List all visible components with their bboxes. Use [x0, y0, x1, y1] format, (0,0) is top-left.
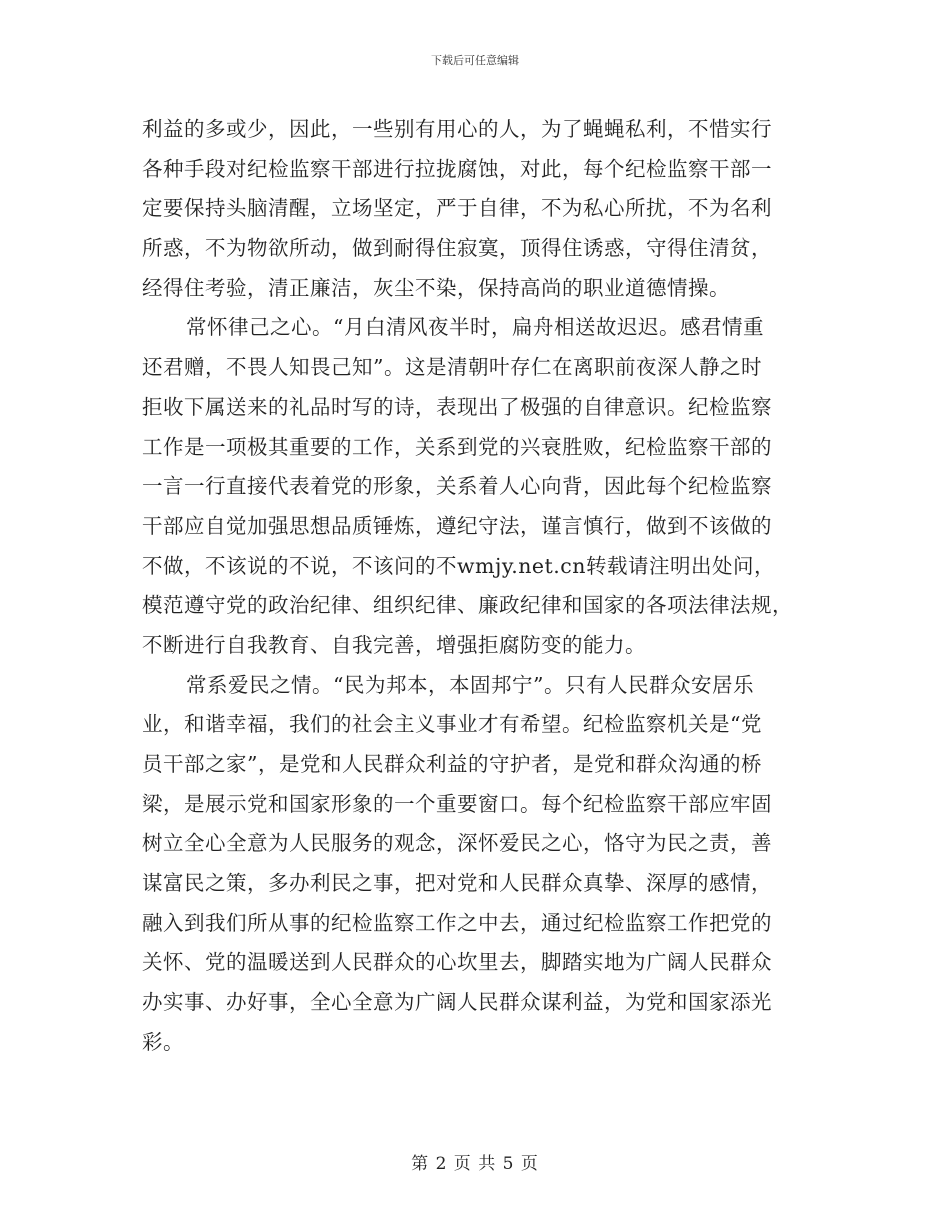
paragraph-start-people: 常系爱民之情。“民为邦本，本固邦宁”。只有人民群众安居乐 [186, 672, 754, 697]
body-text [142, 110, 812, 1063]
text-line-22: 关怀、党的温暖送到人民群众的心坎里去，脚踏实地为广阔人民群众 [142, 950, 772, 975]
text-line-5: 经得住考验，清正廉洁，灰尘不染，保持高尚的职业道德情操。 [142, 275, 730, 300]
text-line-7: 还君赠，不畏人知畏己知”。这是清朝叶存仁在离职前夜深人静之时 [142, 355, 762, 380]
text-line-20: 谋富民之策，多办利民之事，把对党和人民群众真挚、深厚的感情， [142, 871, 772, 896]
text-line-14: 不断进行自我教育、自我完善，增强拒腐防变的能力。 [142, 632, 646, 657]
text-line-8: 拒收下属送来的礼品时写的诗，表现出了极强的自律意识。纪检监察 [142, 394, 772, 419]
text-line-18: 梁，是展示党和国家形象的一个重要窗口。每个纪检监察干部应牢固 [142, 791, 772, 816]
text-line-4: 所惑，不为物欲所动，做到耐得住寂寞，顶得住诱惑，守得住清贫， [142, 236, 772, 261]
text-line-12: 不做，不该说的不说，不该问的不wmjy.net.cn转载请注明出处问， [142, 553, 775, 578]
text-line-1: 利益的多或少，因此，一些别有用心的人，为了蝇蝇私利，不惜实行 [142, 117, 772, 141]
text-line-17: 员干部之家”，是党和人民群众利益的守护者，是党和群众沟通的桥 [142, 752, 762, 776]
header-note: 下载后可任意编辑 [431, 54, 519, 67]
text-line-21: 融入到我们所从事的纪检监察工作之中去，通过纪检监察工作把党的 [142, 910, 772, 935]
text-line-2: 各种手段对纪检监察干部进行拉拢腐蚀，对此，每个纪检监察干部一 [142, 156, 772, 181]
text-line-23: 办实事、办好事，全心全意为广阔人民群众谋利益，为党和国家添光 [142, 990, 772, 1015]
text-line-13: 模范遵守党的政治纪律、组织纪律、廉政纪律和国家的各项法律法规， [142, 593, 793, 618]
page-number-footer: 第 2 页 共 5 页 [411, 1154, 539, 1174]
text-line-9: 工作是一项极其重要的工作，关系到党的兴衰胜败，纪检监察干部的 [142, 434, 772, 459]
text-line-10: 一言一行直接代表着党的形象，关系着人心向背，因此每个纪检监察 [142, 474, 772, 499]
text-line-16: 业，和谐幸福，我们的社会主义事业才有希望。纪检监察机关是“党 [142, 712, 762, 737]
text-line-11: 干部应自觉加强思想品质锤炼，遵纪守法，谨言慎行，做到不该做的 [142, 513, 772, 538]
text-line-3: 定要保持头脑清醒，立场坚定，严于自律，不为私心所扰，不为名利 [142, 196, 772, 221]
text-line-24: 彩。 [142, 1029, 184, 1054]
text-line-19: 树立全心全意为人民服务的观念，深怀爱民之心，恪守为民之责，善 [142, 831, 772, 856]
paragraph-start-discipline: 常怀律己之心。“月白清风夜半时，扁舟相送故迟迟。感君情重 [186, 315, 764, 340]
